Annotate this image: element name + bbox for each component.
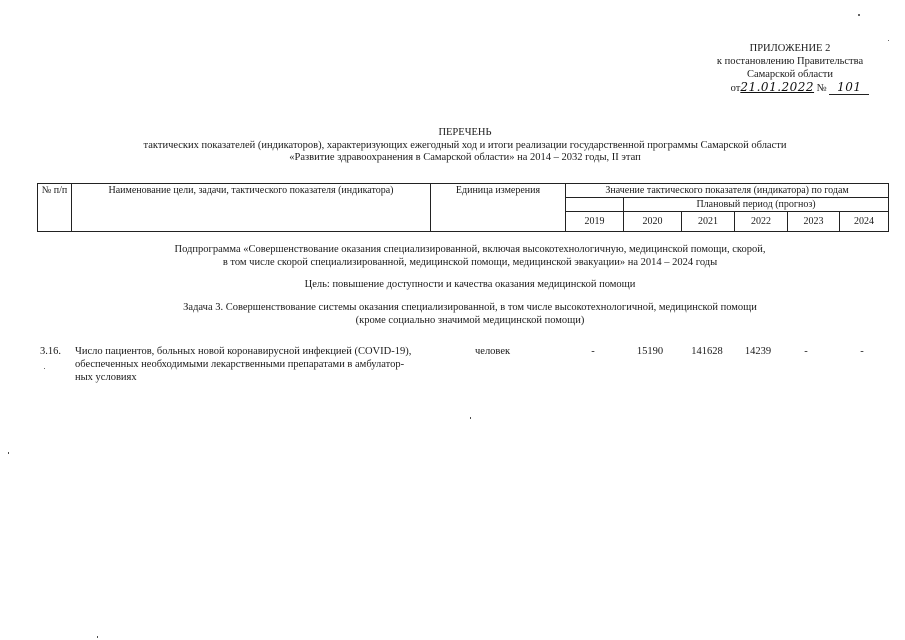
subprogram-line: Подпрограмма «Совершенствование оказания специализированной, включая высокотехнологичную, медицинской помощи, скорой,: [174, 244, 766, 255]
row-value-2024: -: [860, 346, 864, 357]
appendix-title: ПРИЛОЖЕНИЕ 2: [749, 43, 831, 54]
appendix-region: Самарской области: [747, 69, 833, 80]
header-spacer: [566, 198, 624, 212]
appendix-date-line: [710, 81, 890, 95]
scan-speck: [97, 636, 98, 638]
scan-speck: [858, 14, 860, 16]
row-name: [75, 345, 425, 384]
task-line: (кроме социально значимой медицинской помощи): [355, 315, 585, 326]
goal-heading: Цель: повышение доступности и качества оказания медицинской помощи: [304, 279, 636, 290]
row-unit: человек: [475, 346, 511, 357]
title-program: «Развитие здравоохранения в Самарской области» на 2014 – 2032 годы, II этап: [289, 152, 641, 163]
row-value-2021: 141628: [691, 346, 723, 357]
header-year: 2023: [788, 212, 840, 232]
header-name: Наименование цели, задачи, тактического показателя (индикатора): [72, 184, 431, 232]
header-number: № п/п: [38, 184, 72, 232]
scan-speck: [470, 417, 471, 419]
header-year: 2022: [735, 212, 788, 232]
appendix-block: [690, 42, 890, 95]
row-value-2019: -: [591, 346, 595, 357]
scan-speck: [8, 452, 9, 454]
number-prefix: №: [816, 83, 827, 94]
row-name-line: обеспеченных необходимыми лекарственными препаратами в амбулатор-: [75, 359, 405, 370]
task-line: Задача 3. Совершенствование системы оказания специализированной, в том числе высокотехнологичной, медицинской помощи: [183, 302, 757, 313]
row-value-2022: 14239: [744, 346, 772, 357]
indicators-header-table: [37, 183, 889, 232]
header-year: 2021: [682, 212, 735, 232]
header-year: 2020: [624, 212, 682, 232]
header-year: 2024: [840, 212, 889, 232]
scan-speck: [44, 368, 45, 369]
row-name-line: Число пациентов, больных новой коронавирусной инфекцией (COVID-19),: [75, 346, 412, 357]
header-unit: Единица измерения: [431, 184, 566, 232]
number-value: 101: [829, 81, 869, 95]
row-value-2023: -: [804, 346, 808, 357]
header-year: 2019: [566, 212, 624, 232]
title-subheading: тактических показателей (индикаторов), характеризующих ежегодный ход и итоги реализации государственной программы Самарской области: [143, 139, 787, 151]
task-heading: [90, 301, 850, 327]
title-heading: ПЕРЕЧЕНЬ: [438, 127, 492, 138]
scan-speck: [888, 40, 889, 41]
subprogram-heading: [90, 243, 850, 269]
row-name-line: ных условиях: [75, 372, 137, 383]
date-prefix: от: [730, 83, 741, 94]
subprogram-line: в том числе скорой специализированной, медицинской помощи, медицинской эвакуации» на 2014 – 2024 годы: [222, 257, 718, 268]
header-values: Значение тактического показателя (индикатора) по годам: [566, 184, 889, 198]
header-planned: Плановый период (прогноз): [624, 198, 889, 212]
document-title: [100, 127, 830, 165]
row-value-2020: 15190: [636, 346, 664, 357]
date-value: 21.01.2022: [740, 80, 815, 94]
row-number: 3.16.: [40, 346, 61, 357]
appendix-decree: к постановлению Правительства: [716, 56, 864, 67]
